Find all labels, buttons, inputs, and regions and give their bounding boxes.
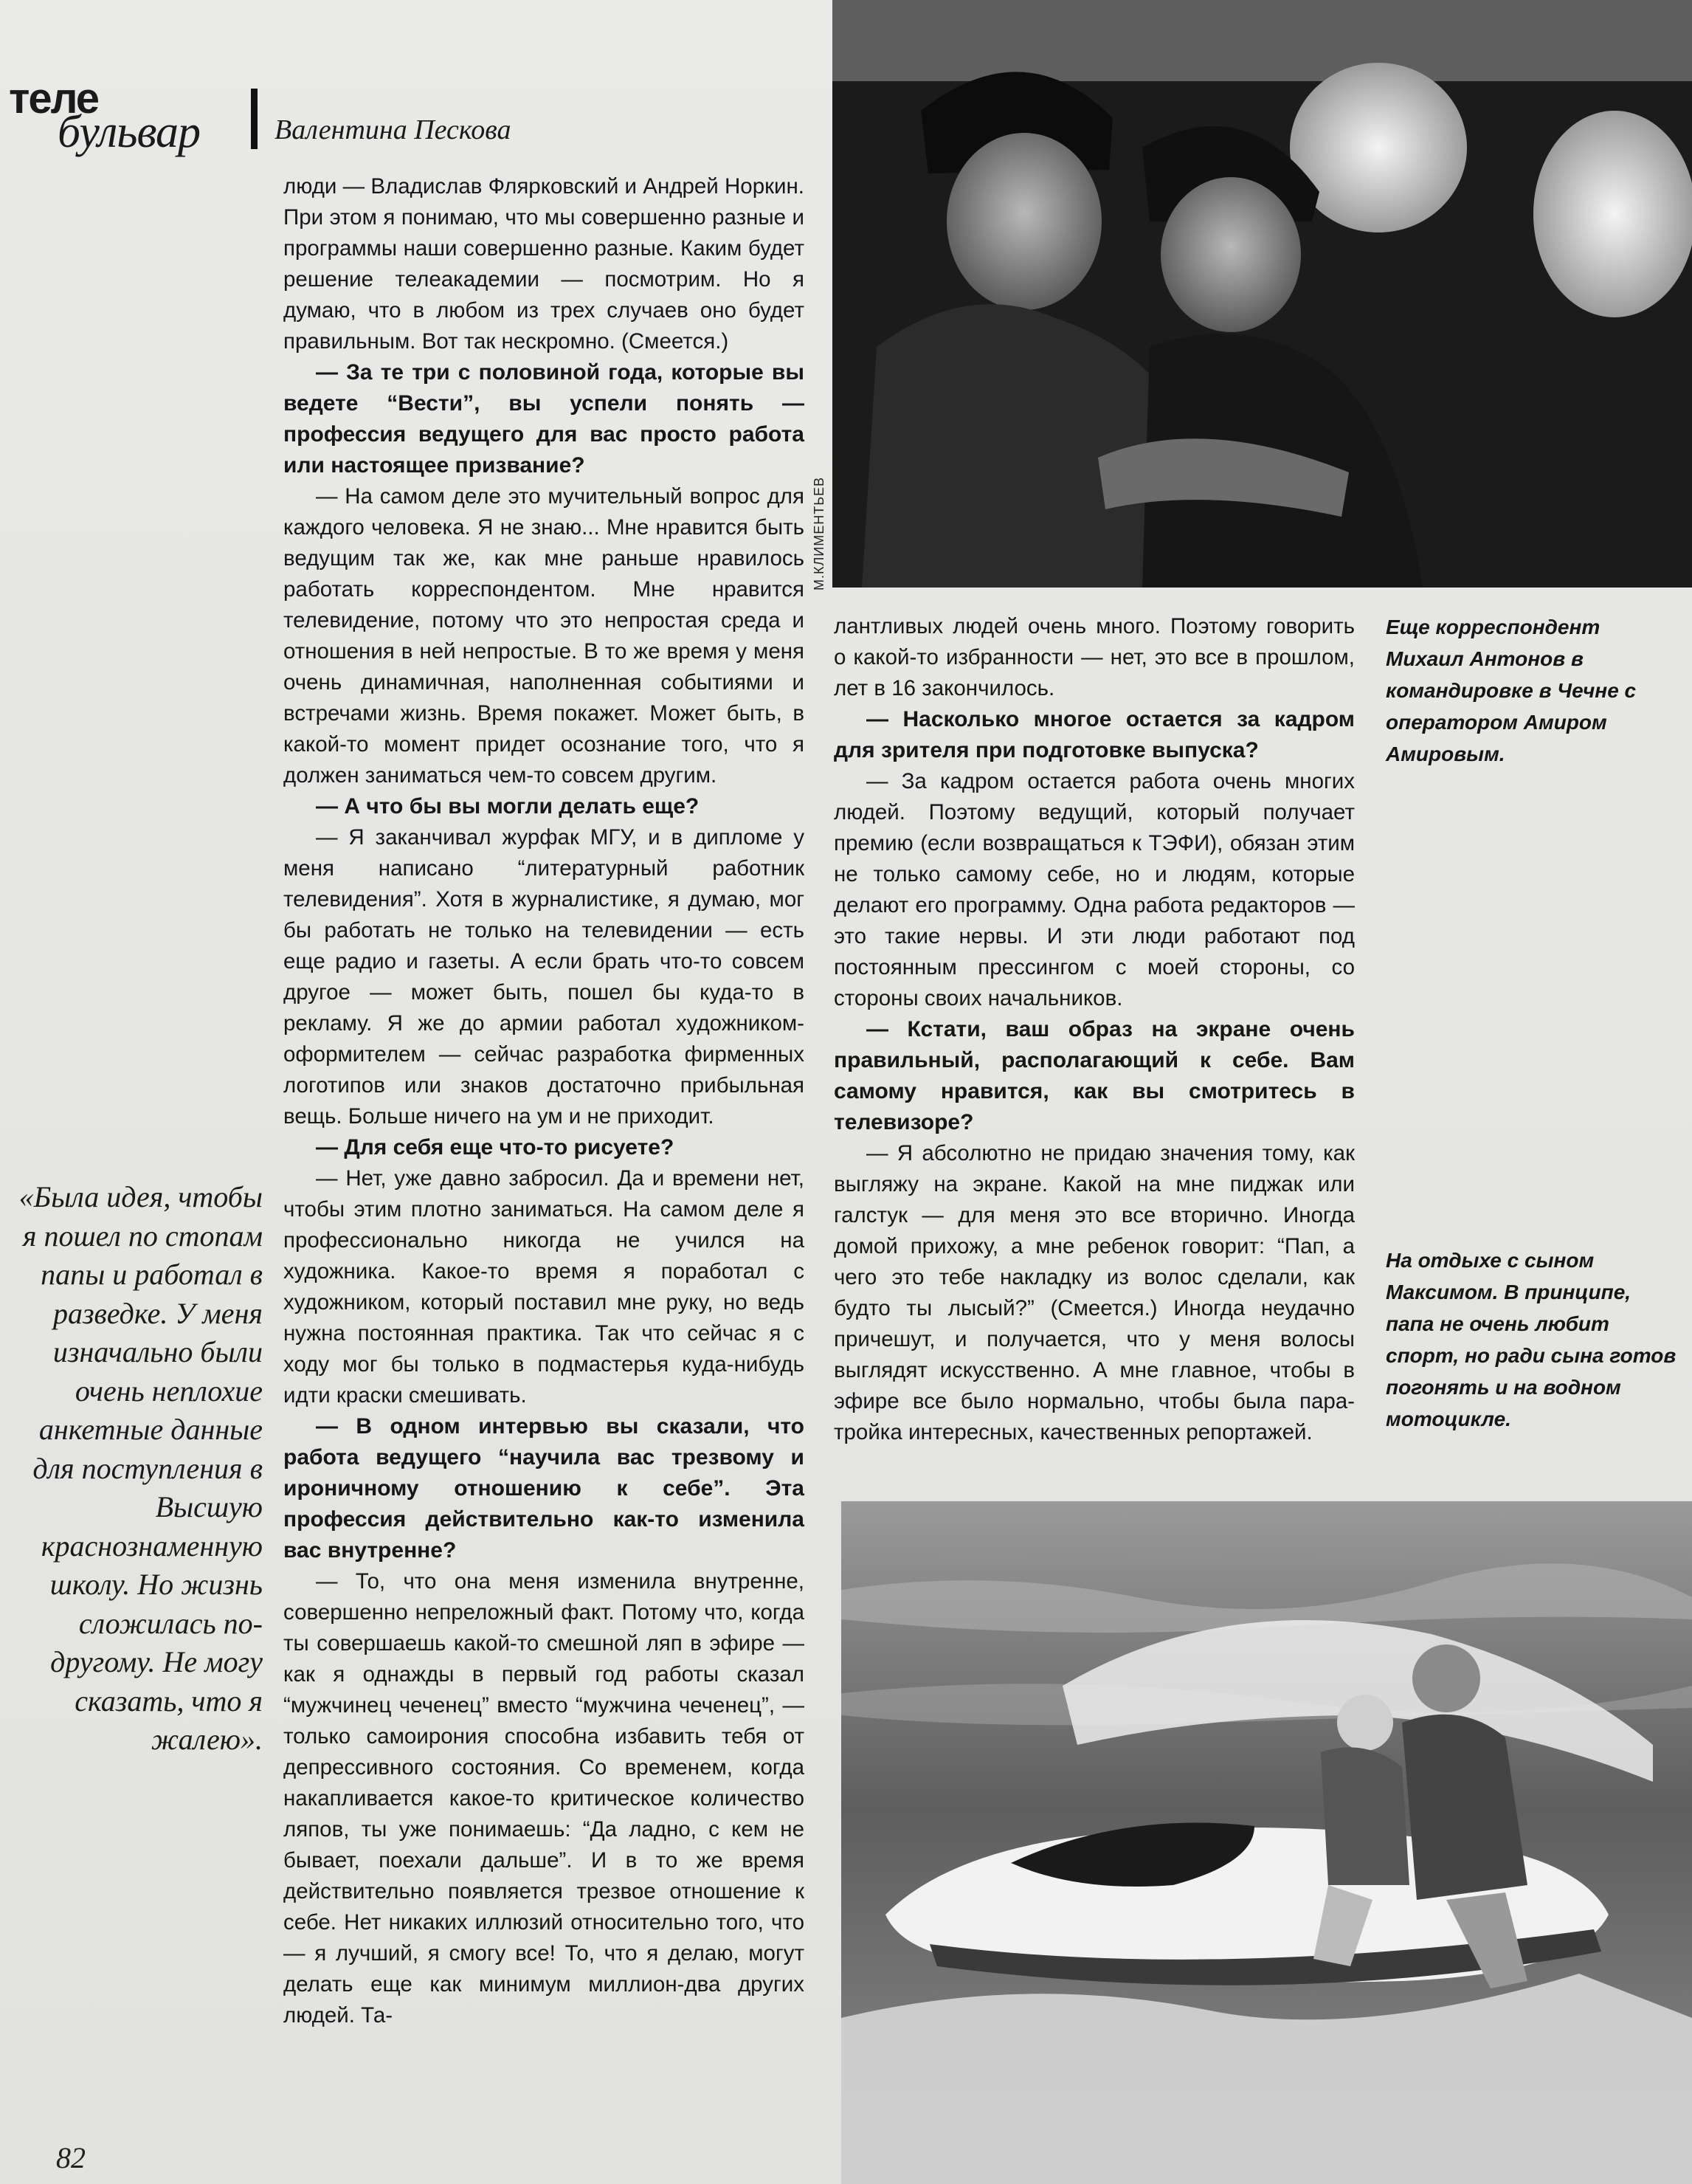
- paragraph: люди — Владислав Флярковский и Андрей Норкин. При этом я понимаю, что мы совершенно разные и программы наши совершенно разные. Каким будет решение телеакадемии — посмотрим. Но я думаю, что в любом из трех случаев оно будет правильным. Вот так нескромно. (Смеется.): [283, 174, 804, 354]
- question: — Для себя еще что-то рисуете?: [316, 1135, 674, 1160]
- question: — А что бы вы могли делать еще?: [316, 794, 700, 819]
- photo-jet-ski: [841, 1501, 1692, 2184]
- pull-quote: «Была идея, чтобы я пошел по стопам папы и работал в разведке. У меня изначально были очень неплохие анкетные данные для поступления в Высшую краснознаменную школу. Но жизнь сложилась по-другому. Не могу сказать, что я жалею».: [18, 1180, 263, 1756]
- photo-illustration: [832, 0, 1692, 588]
- article-column-2: [834, 611, 1355, 1448]
- rubric-bulvar: бульвар: [58, 107, 200, 157]
- question: — Кстати, ваш образ на экране очень правильный, располагающий к себе. Вам самому нравится, как вы смотритесь в телевизоре?: [834, 1017, 1355, 1134]
- question: — За те три с половиной года, которые вы ведете “Вести”, вы успели понять — профессия ведущего для вас просто работа или настоящее призвание?: [283, 360, 804, 478]
- question: — В одном интервью вы сказали, что работа ведущего “научила вас трезвому и ироничному отношению к себе”. Эта профессия действительно как-то изменила вас внутренне?: [283, 1414, 804, 1563]
- paragraph: — Я заканчивал журфак МГУ, и в дипломе у меня написано “литературный работник телевидения”. Хотя в журналистике, я думаю, мог бы работать не только на телевидении — есть еще радио и газеты. А если брать что-то совсем другое — может быть, пошел бы куда-то в рекламу. Я же до армии работал художником-оформителем — сейчас разработка фирменных логотипов или знаков достаточно прибыльная вещь. Больше ничего на ум и не приходит.: [283, 825, 804, 1129]
- paragraph: — Я абсолютно не придаю значения тому, как выгляжу на экране. Какой на мне пиджак или галстук — для меня это все вторично. Иногда домой прихожу, а мне ребенок говорит: “Пап, а чего это тебе накладку из волос сделали, как будто ты лысый?” (Смеется.) Иногда неудачно причешут, и получается, что у меня волосы выглядят искусственно. А мне главное, чтобы в эфире все было нормально, чтобы была пара-тройка интересных, качественных репортажей.: [834, 1141, 1355, 1444]
- caption-bottom-photo: На отдыхе с сыном Максимом. В принципе, папа не очень любит спорт, но ради сына готов погонять и на водном мотоцикле.: [1386, 1249, 1677, 1430]
- paragraph: — То, что она меня изменила внутренне, совершенно непреложный факт. Потому что, когда ты совершаешь какой-то смешной ляп в эфире — как я однажды в первый год работы сказал “мужчинец чеченец” вместо “мужчина чеченец”, — только самоирония способна избавить тебя от депрессивного состояния. Со временем, когда накапливается какое-то критическое количество ляпов, ты уже понимаешь: “Да ладно, с кем не бывает, поехали дальше”. И в то же время действительно появляется трезвое отношение к себе. Нет никаких иллюзий относительно того, что — я лучший, я смогу все! То, что я делаю, могут делать еще как минимум миллион-два других людей. Та-: [283, 1569, 804, 2028]
- photo-correspondents-helicopter: [832, 0, 1692, 588]
- photo-credit: М.КЛИМЕНТЬЕВ: [812, 476, 826, 590]
- author-name: Валентина Пескова: [274, 114, 511, 145]
- paragraph: — На самом деле это мучительный вопрос для каждого человека. Я не знаю... Мне нравится быть ведущим так же, как мне раньше нравилось работать корреспондентом. Мне нравится телевидение, потому что это непростая среда и отношения в ней непростые. В то же время у меня очень динамичная, наполненная событиями и встречами жизнь. Время покажет. Может быть, в какой-то момент придет осознание того, что я должен заниматься чем-то совсем другим.: [283, 484, 804, 788]
- photo-illustration: [841, 1501, 1692, 2184]
- caption-top-photo: Еще корреспондент Михаил Антонов в командировке в Чечне с оператором Амиром Амировым.: [1386, 616, 1637, 765]
- article-column-1: [283, 171, 804, 2031]
- paragraph: — За кадром остается работа очень многих людей. Поэтому ведущий, который получает премию (если возвращаться к ТЭФИ), обязан этим не только самому себе, но и людям, которые делают его программу. Одна работа редакторов — это такие нервы. И эти люди работают под постоянным прессингом с моей стороны, со стороны своих начальников.: [834, 769, 1355, 1010]
- paragraph: лантливых людей очень много. Поэтому говорить о какой-то избранности — нет, это все в прошлом, лет в 16 закончилось.: [834, 614, 1355, 700]
- rubric-logo: [6, 74, 257, 155]
- rubric-divider: [251, 89, 258, 149]
- rubric-tele: теле: [9, 75, 98, 123]
- paragraph: — Нет, уже давно забросил. Да и времени нет, чтобы этим плотно заниматься. На самом деле я профессионально никогда не учился на художника. Какое-то время я поработал с художником, который поставил мне руку, но ведь нужна постоянная практика. Так что сейчас я с ходу мог бы только в подмастерья куда-нибудь идти краски смешивать.: [283, 1166, 804, 1408]
- page-number: 82: [56, 2141, 86, 2174]
- question: — Насколько многое остается за кадром для зрителя при подготовке выпуска?: [834, 707, 1355, 762]
